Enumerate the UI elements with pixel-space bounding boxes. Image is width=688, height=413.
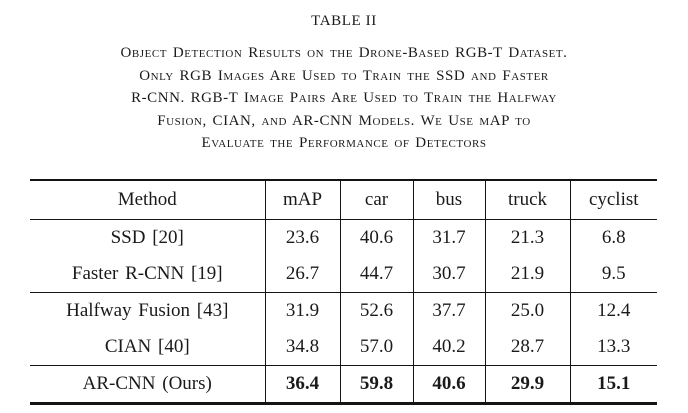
value-cell: 31.9 [265, 292, 340, 329]
results-table [30, 179, 657, 405]
caption-line: Fusion, CIAN, and AR-CNN Models. We Use mAP to [157, 112, 531, 129]
column-header-map: mAP [265, 180, 340, 220]
caption-line: Object Detection Results on the Drone-Based RGB-T Dataset. [120, 45, 568, 61]
column-header-bus: bus [413, 180, 485, 220]
column-header-method: Method [30, 180, 265, 220]
column-header-car: car [340, 180, 413, 220]
value-cell: 15.1 [570, 365, 657, 403]
value-cell: 44.7 [340, 256, 413, 293]
caption-line: Evaluate the Performance of Detectors [201, 135, 487, 151]
table-number-label: TABLE II [311, 13, 377, 29]
method-cell: Halfway Fusion [43] [30, 292, 265, 329]
method-cell: SSD [20] [110, 226, 184, 248]
value-cell: 40.2 [413, 329, 485, 366]
value-cell: 28.7 [485, 329, 570, 366]
table-header-row [30, 180, 657, 220]
value-cell: 59.8 [340, 365, 413, 403]
table-row-cian [30, 329, 657, 366]
value-cell: 25.0 [485, 292, 570, 329]
value-cell: 34.8 [265, 329, 340, 366]
value-cell: 23.6 [265, 219, 340, 256]
method-cell: Faster R-CNN [19] [71, 262, 223, 284]
column-header-cyclist: cyclist [570, 180, 657, 220]
caption-line: Only RGB Images Are Used to Train the SSD and Faster [139, 67, 549, 84]
table-row-halfway-fusion [30, 292, 657, 329]
value-cell: 21.9 [485, 256, 570, 293]
table-row-ssd [30, 219, 657, 256]
value-cell: 40.6 [413, 365, 485, 403]
table-row-ar-cnn-ours [30, 365, 657, 403]
value-cell: 57.0 [340, 329, 413, 366]
value-cell: 37.7 [413, 292, 485, 329]
value-cell: 13.3 [570, 329, 657, 366]
value-cell: 29.9 [485, 365, 570, 403]
value-cell: 30.7 [413, 256, 485, 293]
value-cell: 40.6 [340, 219, 413, 256]
value-cell: 12.4 [570, 292, 657, 329]
method-cell: CIAN [40] [104, 335, 190, 357]
value-cell: 21.3 [485, 219, 570, 256]
caption-line: R-CNN. RGB-T Image Pairs Are Used to Train the Halfway [131, 90, 557, 106]
value-cell: 26.7 [265, 256, 340, 293]
value-cell: 52.6 [340, 292, 413, 329]
value-cell: 36.4 [265, 365, 340, 403]
value-cell: 9.5 [570, 256, 657, 293]
table-caption [0, 42, 688, 155]
value-cell: 6.8 [570, 219, 657, 256]
value-cell: 31.7 [413, 219, 485, 256]
method-cell: AR-CNN (Ours) [30, 365, 265, 403]
column-header-truck: truck [485, 180, 570, 220]
table-row-faster-rcnn [30, 256, 657, 293]
